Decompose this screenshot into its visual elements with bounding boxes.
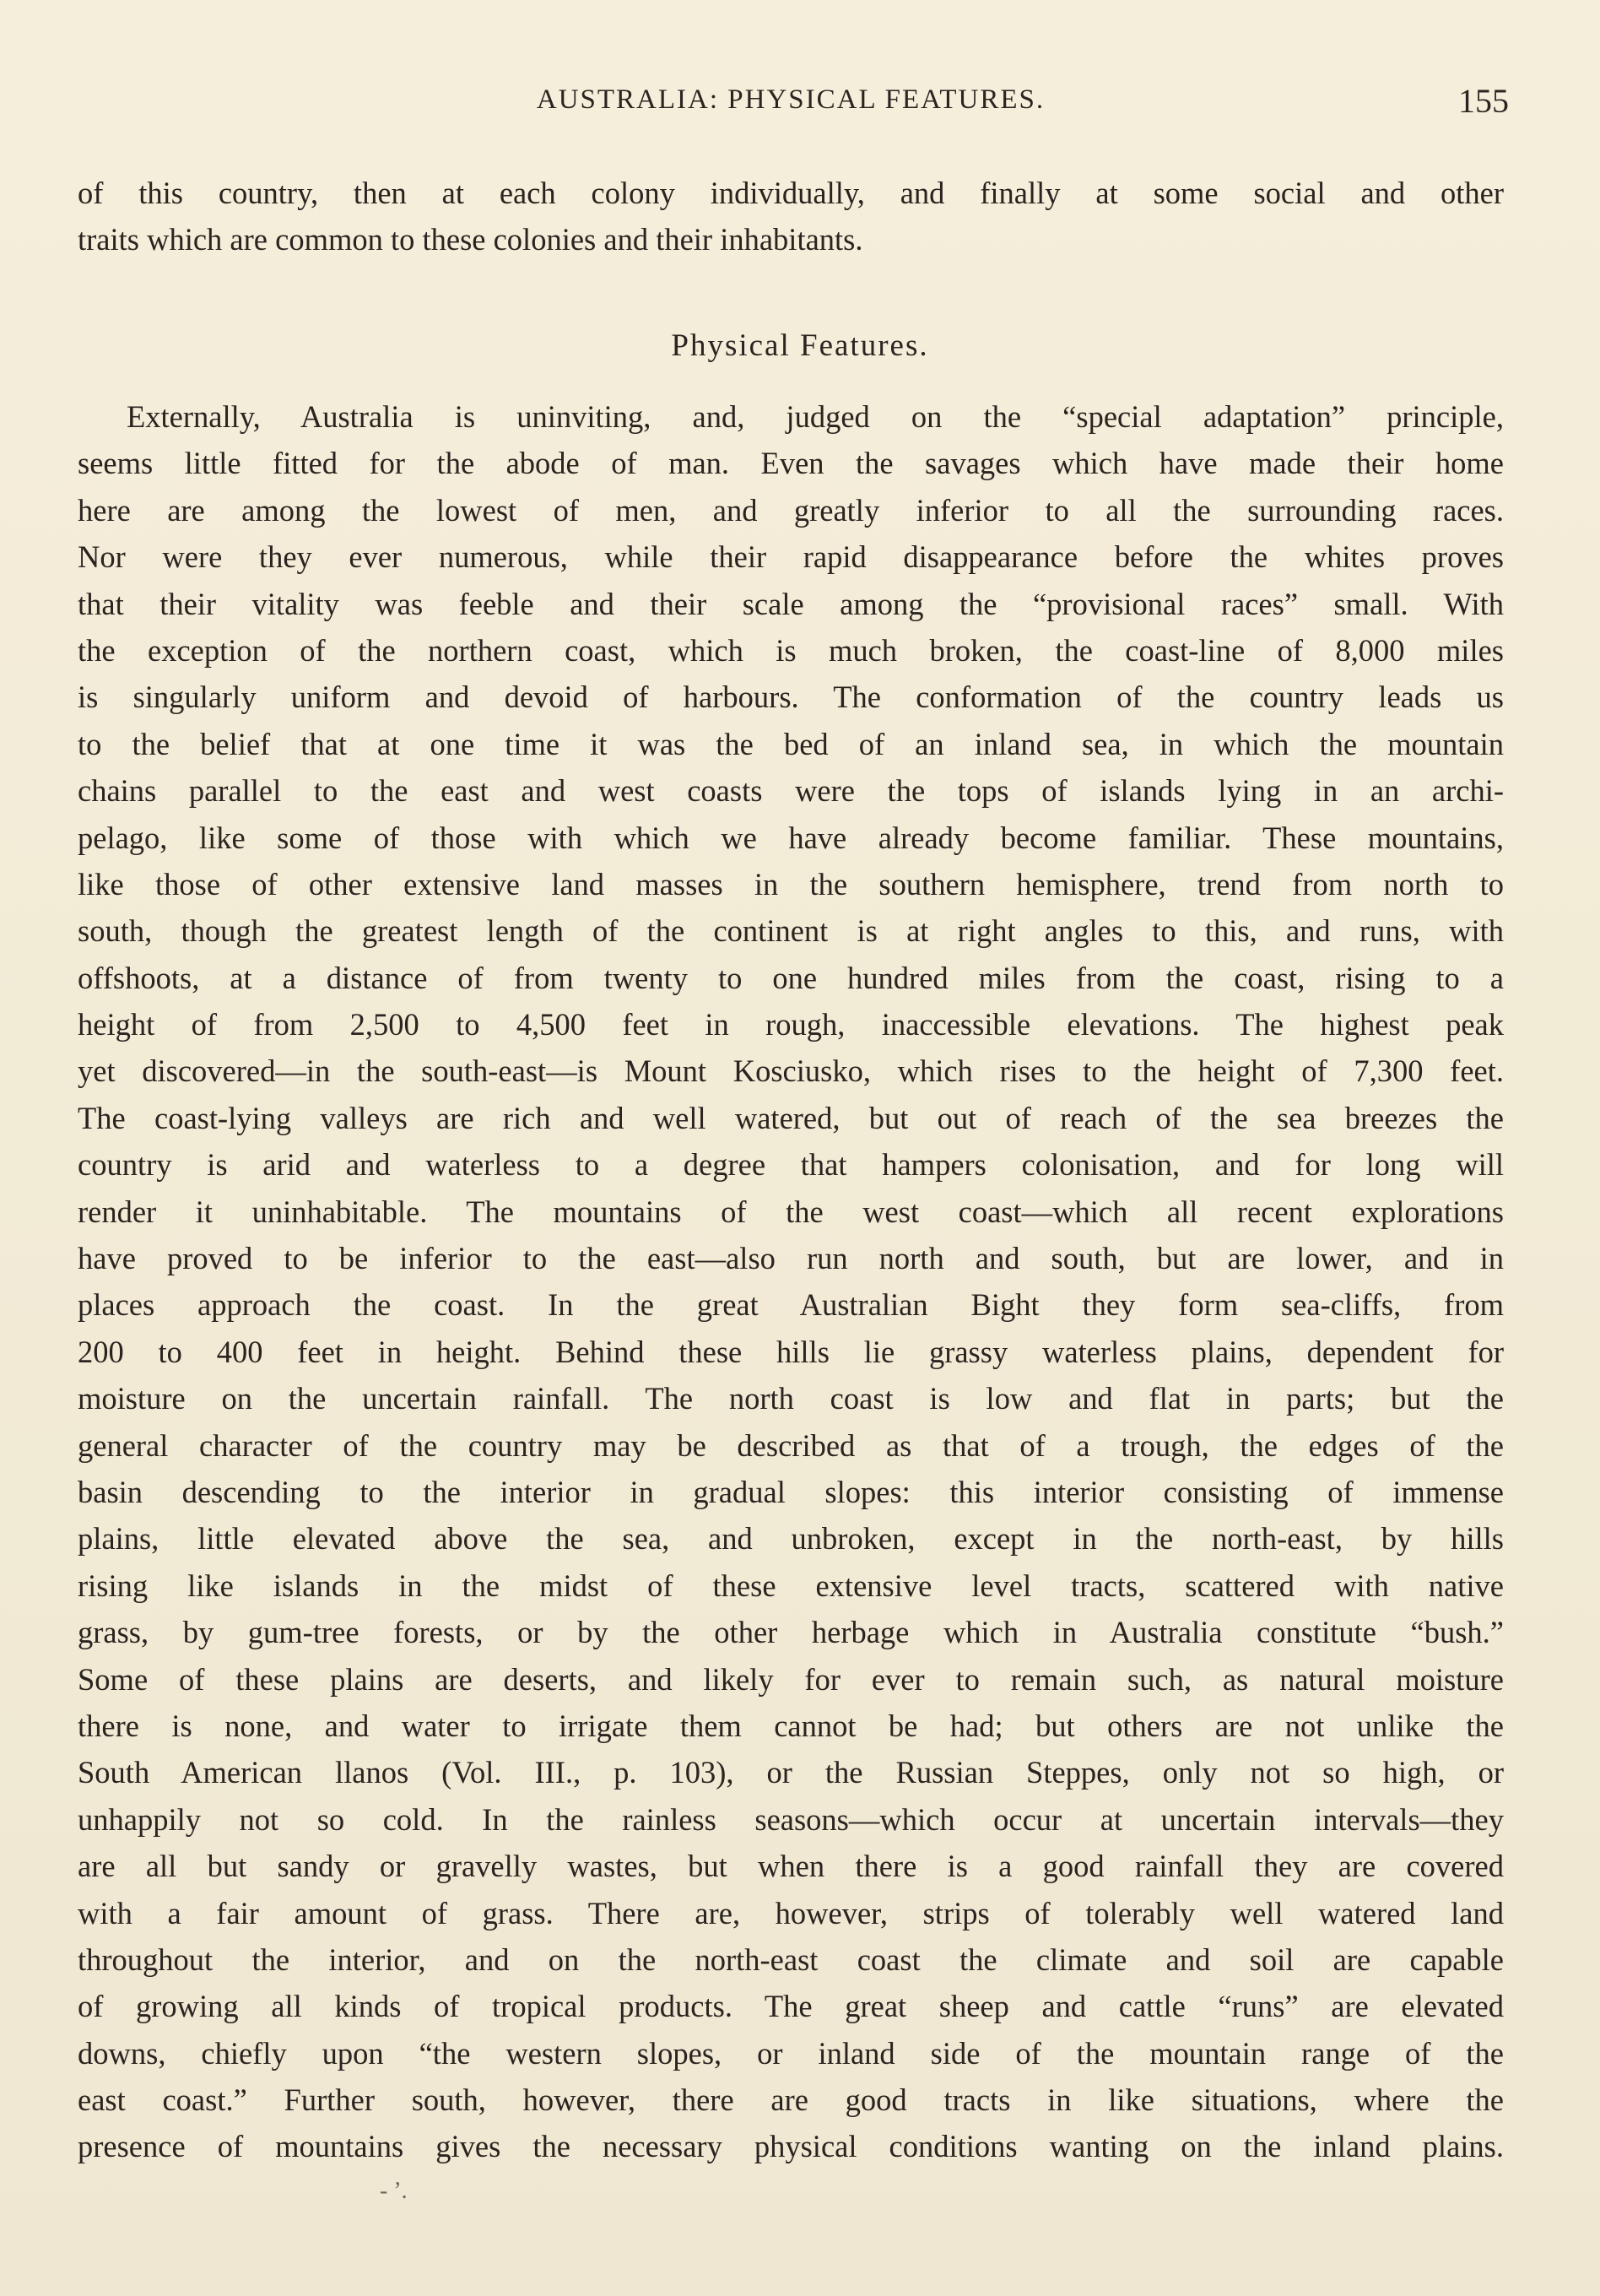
text-line: chains parallel to the east and west coasts were the tops of islands lying in an archi- — [78, 773, 1504, 809]
intro-paragraph — [78, 170, 1504, 263]
text-line: country is arid and waterless to a degree that hampers colonisation, and for long will — [78, 1147, 1504, 1183]
text-line: that their vitality was feeble and their scale among the “provisional races” small. With — [78, 586, 1504, 621]
text-line: South American llanos (Vol. III., p. 103), or the Russian Steppes, only not so high, or — [78, 1755, 1504, 1790]
text-line: offshoots, at a distance of from twenty to one hundred miles from the coast, rising to a — [78, 960, 1504, 995]
text-line: of this country, then at each colony individually, and finally at some social and other — [78, 176, 1504, 210]
text-line: basin descending to the interior in gradual slopes: this interior consisting of immense — [78, 1474, 1504, 1509]
page-number: 155 — [1458, 82, 1509, 120]
text-line: unhappily not so cold. In the rainless seasons—which occur at uncertain intervals—they — [78, 1801, 1504, 1837]
text-line: south, though the greatest length of the continent is at right angles to this, and runs, with — [78, 913, 1504, 949]
text-line: pelago, like some of those with which we have already become familiar. These mountains, — [78, 820, 1504, 855]
section-heading: Physical Features. — [671, 328, 929, 363]
text-line: east coast.” Further south, however, there are good tracts in like situations, where the — [78, 2082, 1504, 2118]
text-line: with a fair amount of grass. There are, however, strips of tolerably well watered land — [78, 1895, 1504, 1930]
text-line: of growing all kinds of tropical products. The great sheep and cattle “runs” are elevated — [78, 1989, 1504, 2024]
body-paragraph — [78, 393, 1504, 2170]
text-line: general character of the country may be described as that of a trough, the edges of the — [78, 1427, 1504, 1463]
text-line: have proved to be inferior to the east—also run north and south, but are lower, and in — [78, 1241, 1504, 1276]
text-line: presence of mountains gives the necessary physical conditions wanting on the inland plains. — [78, 2129, 1504, 2164]
text-line: The coast-lying valleys are rich and well watered, but out of reach of the sea breezes the — [78, 1100, 1504, 1135]
text-line: yet discovered—in the south-east—is Mount Kosciusko, which rises to the height of 7,300 feet. — [78, 1053, 1504, 1089]
text-line: moisture on the uncertain rainfall. The north coast is low and flat in parts; but the — [78, 1381, 1504, 1416]
text-line: downs, chiefly upon “the western slopes, or inland side of the mountain range of the — [78, 2035, 1504, 2071]
text-line: to the belief that at one time it was the bed of an inland sea, in which the mountain — [78, 726, 1504, 761]
text-line: is singularly uniform and devoid of harbours. The conformation of the country leads us — [78, 680, 1504, 715]
text-line: here are among the lowest of men, and greatly inferior to all the surrounding races. — [78, 492, 1504, 528]
text-line: plains, little elevated above the sea, and unbroken, except in the north-east, by hills — [78, 1521, 1504, 1557]
running-title: AUSTRALIA: PHYSICAL FEATURES. — [536, 84, 1046, 115]
text-line: grass, by gum-tree forests, or by the other herbage which in Australia constitute “bush.” — [78, 1615, 1504, 1650]
footer-mark: - ʼ. — [380, 2178, 408, 2204]
text-line: there is none, and water to irrigate them cannot be had; but others are not unlike the — [78, 1708, 1504, 1743]
text-line: throughout the interior, and on the north-east coast the climate and soil are capable — [78, 1941, 1504, 1977]
text-line: 200 to 400 feet in height. Behind these hills lie grassy waterless plains, dependent for — [78, 1334, 1504, 1369]
text-line: seems little fitted for the abode of man. Even the savages which have made their home — [78, 446, 1504, 481]
text-line: Externally, Australia is uninviting, and, judged on the “special adaptation” principle, — [127, 399, 1504, 434]
text-line: height of from 2,500 to 4,500 feet in rough, inaccessible elevations. The highest peak — [78, 1007, 1504, 1042]
text-line: Some of these plains are deserts, and likely for ever to remain such, as natural moisture — [78, 1661, 1504, 1697]
text-line: rising like islands in the midst of these extensive level tracts, scattered with native — [78, 1568, 1504, 1603]
text-line: places approach the coast. In the great Australian Bight they form sea-cliffs, from — [78, 1287, 1504, 1323]
text-line: render it uninhabitable. The mountains of the west coast—which all recent explorations — [78, 1194, 1504, 1229]
text-line: are all but sandy or gravelly wastes, but when there is a good rainfall they are covered — [78, 1849, 1504, 1884]
text-line: traits which are common to these colonies and their inhabitants. — [78, 222, 863, 257]
text-line: Nor were they ever numerous, while their rapid disappearance before the whites proves — [78, 539, 1504, 575]
running-head — [78, 82, 1509, 127]
text-line: the exception of the northern coast, which is much broken, the coast-line of 8,000 miles — [78, 632, 1504, 668]
text-line: like those of other extensive land masses in the southern hemisphere, trend from north to — [78, 866, 1504, 902]
